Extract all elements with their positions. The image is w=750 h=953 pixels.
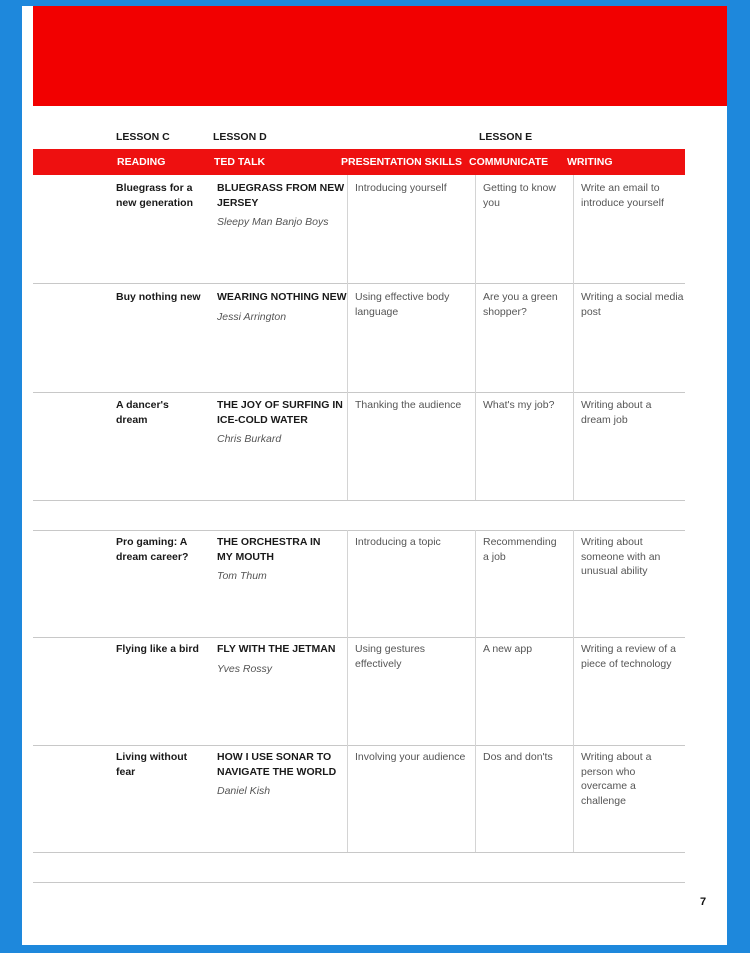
ted-title: THE ORCHESTRA IN MY MOUTH [217, 536, 321, 563]
row-divider [33, 745, 685, 746]
header-communicate: COMMUNICATE [469, 156, 549, 168]
row-divider [33, 852, 685, 853]
reading-cell: Flying like a bird [116, 643, 199, 655]
writing-cell: Writing about a dream job [581, 399, 652, 426]
row-divider [33, 392, 685, 393]
column-divider [573, 530, 574, 852]
writing-cell: Writing a review of a piece of technology [581, 643, 676, 670]
ted-talk-cell [217, 750, 347, 799]
column-divider [475, 530, 476, 852]
reading-cell: Bluegrass for a new generation [116, 182, 194, 209]
writing-cell: Writing about a person who overcame a challenge [581, 751, 652, 807]
ted-title: HOW I USE SONAR TO NAVIGATE THE WORLD [217, 751, 337, 778]
writing-cell: Write an email to introduce yourself [581, 182, 664, 209]
reading-cell: Living without fear [116, 751, 188, 778]
ted-speaker: Jessi Arrington [217, 310, 287, 323]
communicate-cell: Getting to know you [483, 182, 556, 209]
ted-speaker: Sleepy Man Banjo Boys [217, 216, 329, 228]
presentation-cell: Involving your audience [355, 751, 466, 763]
reading-cell: A dancer's dream [116, 399, 169, 426]
communicate-cell: Recommending a job [483, 536, 557, 563]
presentation-cell: Using gestures effectively [355, 643, 426, 670]
presentation-cell: Introducing a topic [355, 536, 441, 548]
lesson-labels [22, 131, 727, 147]
ted-title: FLY WITH THE JETMAN [217, 643, 336, 655]
communicate-cell: Are you a green shopper? [483, 291, 558, 318]
lesson-d-label: LESSON D [213, 131, 267, 143]
communicate-cell: What's my job? [483, 399, 555, 411]
ted-speaker: Tom Thum [217, 570, 267, 582]
row-divider [33, 283, 685, 284]
communicate-cell: A new app [483, 643, 533, 655]
ted-talk-cell [217, 642, 347, 676]
writing-cell: Writing about someone with an unusual ability [581, 536, 661, 577]
presentation-cell: Introducing yourself [355, 182, 447, 194]
ted-speaker: Chris Burkard [217, 433, 282, 445]
page-number: 7 [700, 896, 707, 908]
header-ted-talk: TED TALK [214, 156, 266, 168]
lesson-e-label: LESSON E [479, 131, 533, 143]
lesson-c-label: LESSON C [116, 131, 170, 143]
ted-talk-cell [217, 181, 347, 230]
row-divider [33, 882, 685, 883]
reading-cell: Buy nothing new [116, 291, 201, 303]
ted-title: THE JOY OF SURFING IN ICE-COLD WATER [217, 399, 343, 426]
ted-talk-cell [217, 290, 347, 324]
row-divider [33, 500, 685, 501]
row-divider [33, 637, 685, 638]
ted-title: WEARING NOTHING NEW [217, 291, 347, 303]
column-divider [347, 175, 348, 500]
presentation-cell: Thanking the audience [355, 399, 462, 411]
document-page [22, 6, 727, 945]
ted-title: BLUEGRASS FROM NEW JERSEY [217, 182, 345, 209]
reading-cell: Pro gaming: A dream career? [116, 536, 189, 563]
ted-talk-cell [217, 398, 347, 447]
column-header-bar [33, 149, 685, 175]
ted-talk-cell [217, 535, 327, 584]
column-divider [347, 530, 348, 852]
communicate-cell: Dos and don'ts [483, 751, 553, 763]
ted-speaker: Daniel Kish [217, 785, 271, 797]
row-divider [33, 530, 685, 531]
header-banner [33, 6, 727, 106]
header-writing: WRITING [567, 156, 613, 168]
column-divider [573, 175, 574, 500]
ted-speaker: Yves Rossy [217, 662, 273, 675]
writing-cell: Writing a social media post [581, 291, 684, 318]
header-presentation-skills: PRESENTATION SKILLS [341, 156, 462, 168]
column-divider [475, 175, 476, 500]
presentation-cell: Using effective body language [355, 291, 450, 318]
header-reading: READING [117, 156, 166, 168]
